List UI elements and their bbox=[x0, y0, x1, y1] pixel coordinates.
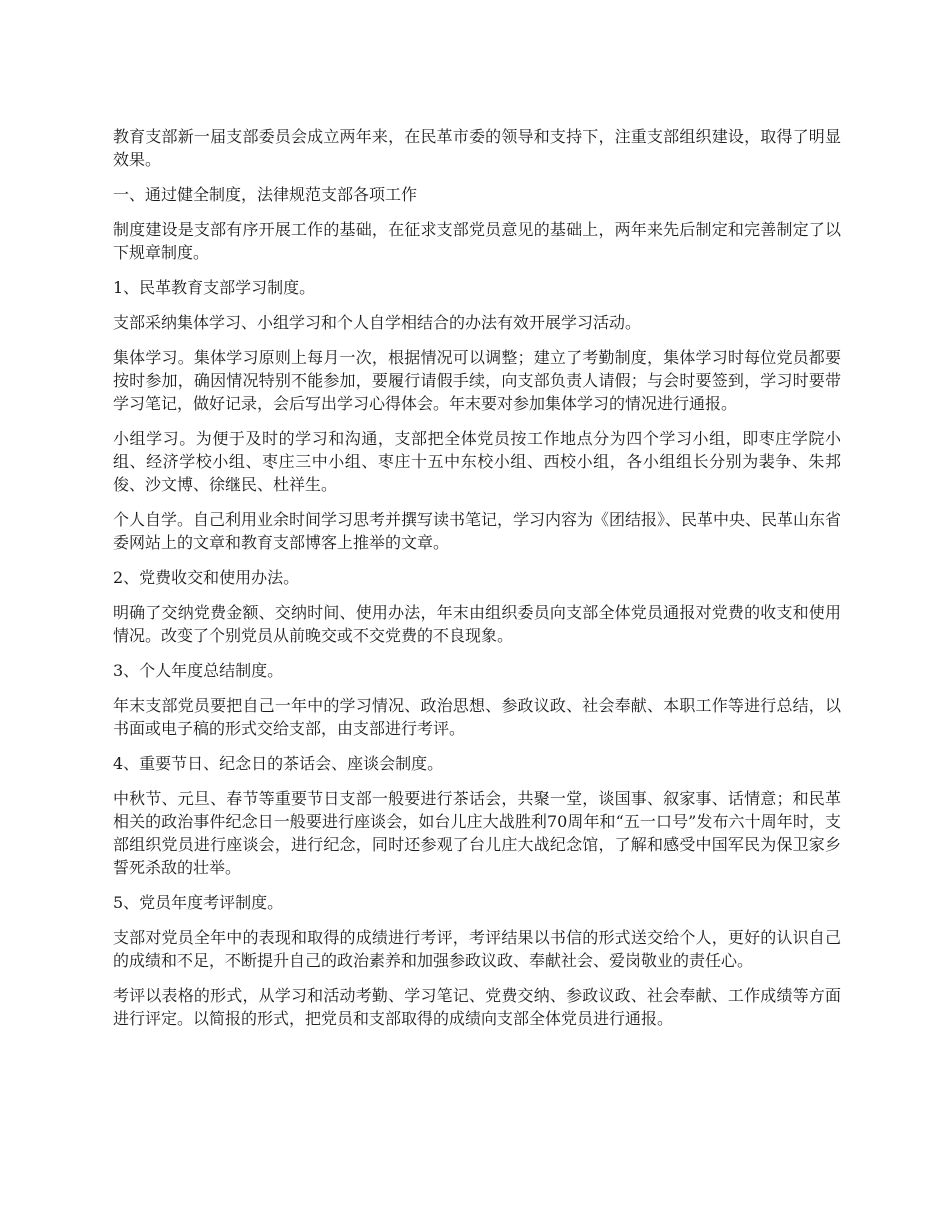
paragraph: 集体学习。集体学习原则上每月一次，根据情况可以调整；建立了考勤制度，集体学习时每位党员都要按时参加，确因情况特别不能参加，要履行请假手续，向支部负责人请假；与会时要签到，学习时要带学习笔记，做好记录，会后写出学习心得体会。年末要对参加集体学习的情况进行通报。 bbox=[113, 348, 841, 413]
paragraph: 支部采纳集体学习、小组学习和个人自学相结合的办法有效开展学习活动。 bbox=[113, 313, 642, 332]
item-heading: 3、个人年度总结制度。 bbox=[113, 661, 284, 680]
paragraph: 个人自学。自己利用业余时间学习思考并撰写读书笔记，学习内容为《团结报》、民革中央、民革山东省委网站上的文章和教育支部博客上推举的文章。 bbox=[113, 510, 842, 552]
paragraph: 中秋节、元旦、春节等重要节日支部一般要进行茶话会，共聚一堂，谈国事、叙家事、话情意；和民革相关的政治事件纪念日一般要进行座谈会，如台儿庄大战胜利70周年和“五一口号”发布六十周年时，支部组织党员进行座谈会，进行纪念，同时还参观了台儿庄大战纪念馆，了解和感受中国军民为保卫家乡誓死杀敌的壮举。 bbox=[113, 789, 841, 877]
paragraph: 支部对党员全年中的表现和取得的成绩进行考评，考评结果以书信的形式送交给个人，更好的认识自己的成绩和不足，不断提升自己的政治素养和加强参政议政、奉献社会、爱岗敬业的责任心。 bbox=[113, 928, 841, 970]
item-heading: 4、重要节日、纪念日的茶话会、座谈会制度。 bbox=[113, 754, 444, 773]
paragraph: 年末支部党员要把自己一年中的学习情况、政治思想、参政议政、社会奉献、本职工作等进行总结，以书面或电子稿的形式交给支部，由支部进行考评。 bbox=[113, 696, 841, 738]
intro-paragraph: 教育支部新一届支部委员会成立两年来，在民革市委的领导和支持下，注重支部组织建设，取得了明显效果。 bbox=[113, 127, 841, 169]
paragraph: 制度建设是支部有序开展工作的基础，在征求支部党员意见的基础上，两年来先后制定和完善制定了以下规章制度。 bbox=[113, 220, 841, 262]
item-heading: 1、民革教育支部学习制度。 bbox=[113, 278, 316, 297]
document-body bbox=[113, 125, 841, 1042]
item-heading: 2、党费收交和使用办法。 bbox=[113, 568, 300, 587]
item-heading: 5、党员年度考评制度。 bbox=[113, 893, 284, 912]
paragraph: 考评以表格的形式，从学习和活动考勤、学习笔记、党费交纳、参政议政、社会奉献、工作成绩等方面进行评定。以简报的形式，把党员和支部取得的成绩向支部全体党员进行通报。 bbox=[113, 986, 841, 1028]
section-heading: 一、通过健全制度，法律规范支部各项工作 bbox=[113, 185, 418, 204]
paragraph: 小组学习。为便于及时的学习和沟通，支部把全体党员按工作地点分为四个学习小组，即枣庄学院小组、经济学校小组、枣庄三中小组、枣庄十五中东校小组、西校小组，各小组组长分别为裴争、朱邦俊、沙文博、徐继民、杜祥生。 bbox=[113, 429, 841, 494]
paragraph: 明确了交纳党费金额、交纳时间、使用办法，年末由组织委员向支部全体党员通报对党费的收支和使用情况。改变了个别党员从前晚交或不交党费的不良现象。 bbox=[113, 603, 841, 645]
